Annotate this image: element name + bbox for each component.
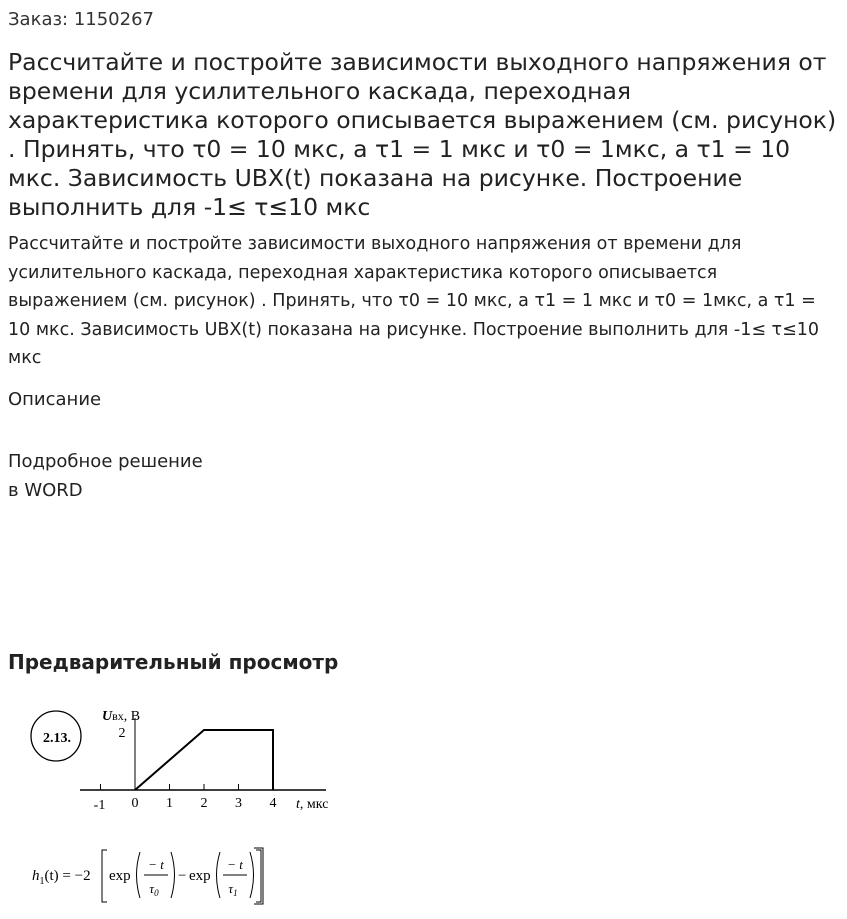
formula-paren-close-1 <box>171 852 175 898</box>
order-number: Заказ: 1150267 <box>8 9 154 30</box>
x-tick-label: -1 <box>93 798 106 813</box>
problem-number: 2.13. <box>43 731 71 746</box>
x-tick-label: 1 <box>166 796 173 811</box>
formula-h: h <box>32 868 40 884</box>
formula-denominator-1-sub: 0 <box>154 888 159 898</box>
formula-lhs <box>32 868 91 887</box>
formula-denominator-2 <box>228 881 237 898</box>
task-body: Рассчитайте и постройте зависимости выходного напряжения от времени для усилительного каскада, переходная характеристика которого описывается выражением (см. рисунок) . Принять, что τ0 = 10 мкс, а τ1 = 1 мкс и τ0 = 1мкс, а τ1 = 10 мкс. Зависимость UВХ(t) показана на рисунке. Построение выполнить для -1≤ τ≤10 мкс <box>8 234 820 368</box>
y-axis-label-sub: вх <box>112 709 124 723</box>
formula-paren-close-2 <box>250 852 254 898</box>
input-signal-line <box>135 730 273 790</box>
task-title: Рассчитайте и постройте зависимости выходного напряжения от времени для усилительного каскада, переходная характеристика которого описывается выражением (см. рисунок) . Принять, что τ0 = 10 мкс, а τ1 = 1 мкс и τ0 = 1мкс, а τ1 = 10 мкс. Зависимость UВХ(t) показана на рисунке. Построение выполнить для -1≤ τ≤10 мкс <box>8 48 837 221</box>
x-tick-label: 0 <box>131 796 139 811</box>
formula-denominator-2-tau: τ <box>228 881 234 896</box>
formula-denominator-2-sub: 1 <box>233 888 238 898</box>
x-axis-label-var: t <box>296 797 300 812</box>
formula-numerator-1: − t <box>148 857 164 872</box>
figure-svg <box>20 698 350 913</box>
solution-label-line2: в WORD <box>8 480 83 501</box>
formula-left-bracket <box>102 850 107 902</box>
x-ticks <box>94 784 277 813</box>
preview-heading: Предварительный просмотр <box>8 650 339 674</box>
x-tick-label: 2 <box>200 796 208 811</box>
formula-denominator-1 <box>149 881 159 898</box>
formula-right-bracket-inner <box>256 850 261 902</box>
y-axis-label-unit: , В <box>123 709 141 724</box>
formula-minus: − <box>178 868 187 884</box>
formula-paren-open-2 <box>217 852 221 898</box>
transfer-formula <box>32 848 263 904</box>
y-tick-label-2: 2 <box>118 726 126 741</box>
problem-figure <box>20 698 350 917</box>
formula-numerator-2: − t <box>227 857 243 872</box>
x-axis-label <box>296 797 328 812</box>
y-axis-label <box>102 709 140 724</box>
formula-denominator-1-tau: τ <box>149 881 155 896</box>
formula-lhs-arg: (t) = −2 <box>44 868 91 884</box>
x-tick-label: 3 <box>235 796 242 811</box>
formula-h-sub: 1 <box>39 876 45 887</box>
formula-right-bracket-outer <box>254 848 263 904</box>
description-label: Описание <box>8 389 102 410</box>
x-axis-label-unit: , мкс <box>299 797 329 812</box>
y-axis-label-main: U <box>102 709 113 724</box>
formula-exp2: exp <box>189 868 211 884</box>
formula-paren-open-1 <box>137 852 141 898</box>
formula-exp1: exp <box>109 868 131 884</box>
x-tick-label: 4 <box>269 796 277 811</box>
solution-label-line1: Подробное решение <box>8 451 203 472</box>
